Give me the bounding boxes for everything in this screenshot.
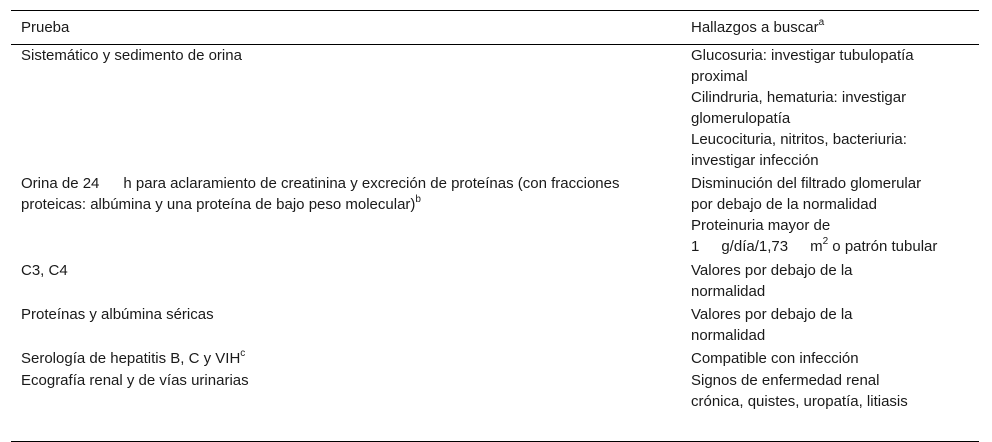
finding-line: investigar infección	[691, 152, 819, 169]
test-cell: C3, C4	[21, 262, 68, 279]
finding-line: Glucosuria: investigar tubulopatía	[691, 47, 914, 64]
test-cell: Sistemático y sedimento de orina	[21, 47, 242, 64]
test-cell: Serología de hepatitis B, C y VIH$^c$	[21, 348, 246, 367]
finding-line: glomerulopatía	[691, 110, 791, 127]
test-cell: Proteínas y albúmina séricas	[21, 306, 214, 323]
findings-table	[11, 10, 979, 442]
header-hallazgos: Hallazgos a buscar$^a$	[691, 17, 825, 36]
test-cell: Orina de 24 h para aclaramiento de creatinina y excreción de proteínas (con fracciones	[21, 175, 620, 192]
test-cell-line2: proteicas: albúmina y una proteína de bajo peso molecular)$^b$	[21, 194, 421, 213]
header-prueba: Prueba	[21, 19, 70, 36]
finding-line: Disminución del filtrado glomerular	[691, 175, 922, 192]
finding-line: crónica, quistes, uropatía, litiasis	[691, 393, 908, 410]
finding-line: Signos de enfermedad renal	[691, 372, 880, 389]
table-header	[11, 11, 979, 45]
finding-line: Cilindruria, hematuria: investigar	[691, 89, 907, 106]
footnote-a: a	[818, 17, 825, 28]
finding-line: Proteinuria mayor de	[691, 217, 831, 234]
finding-line: Valores por debajo de la	[691, 262, 853, 279]
footnote-c: c	[240, 348, 246, 359]
finding-line: por debajo de la normalidad	[691, 196, 877, 213]
finding-line: Leucocituria, nitritos, bacteriuria:	[691, 131, 907, 148]
finding-line: 1 g/día/1,73 $m^2$ o patrón tubular	[691, 236, 938, 255]
finding-line: normalidad	[691, 283, 766, 300]
footnote-b: b	[415, 194, 421, 205]
finding-line: proximal	[691, 68, 748, 85]
finding-line: Compatible con infección	[691, 350, 859, 367]
test-cell: Ecografía renal y de vías urinarias	[21, 372, 249, 389]
finding-line: Valores por debajo de la	[691, 306, 853, 323]
finding-line: normalidad	[691, 327, 766, 344]
